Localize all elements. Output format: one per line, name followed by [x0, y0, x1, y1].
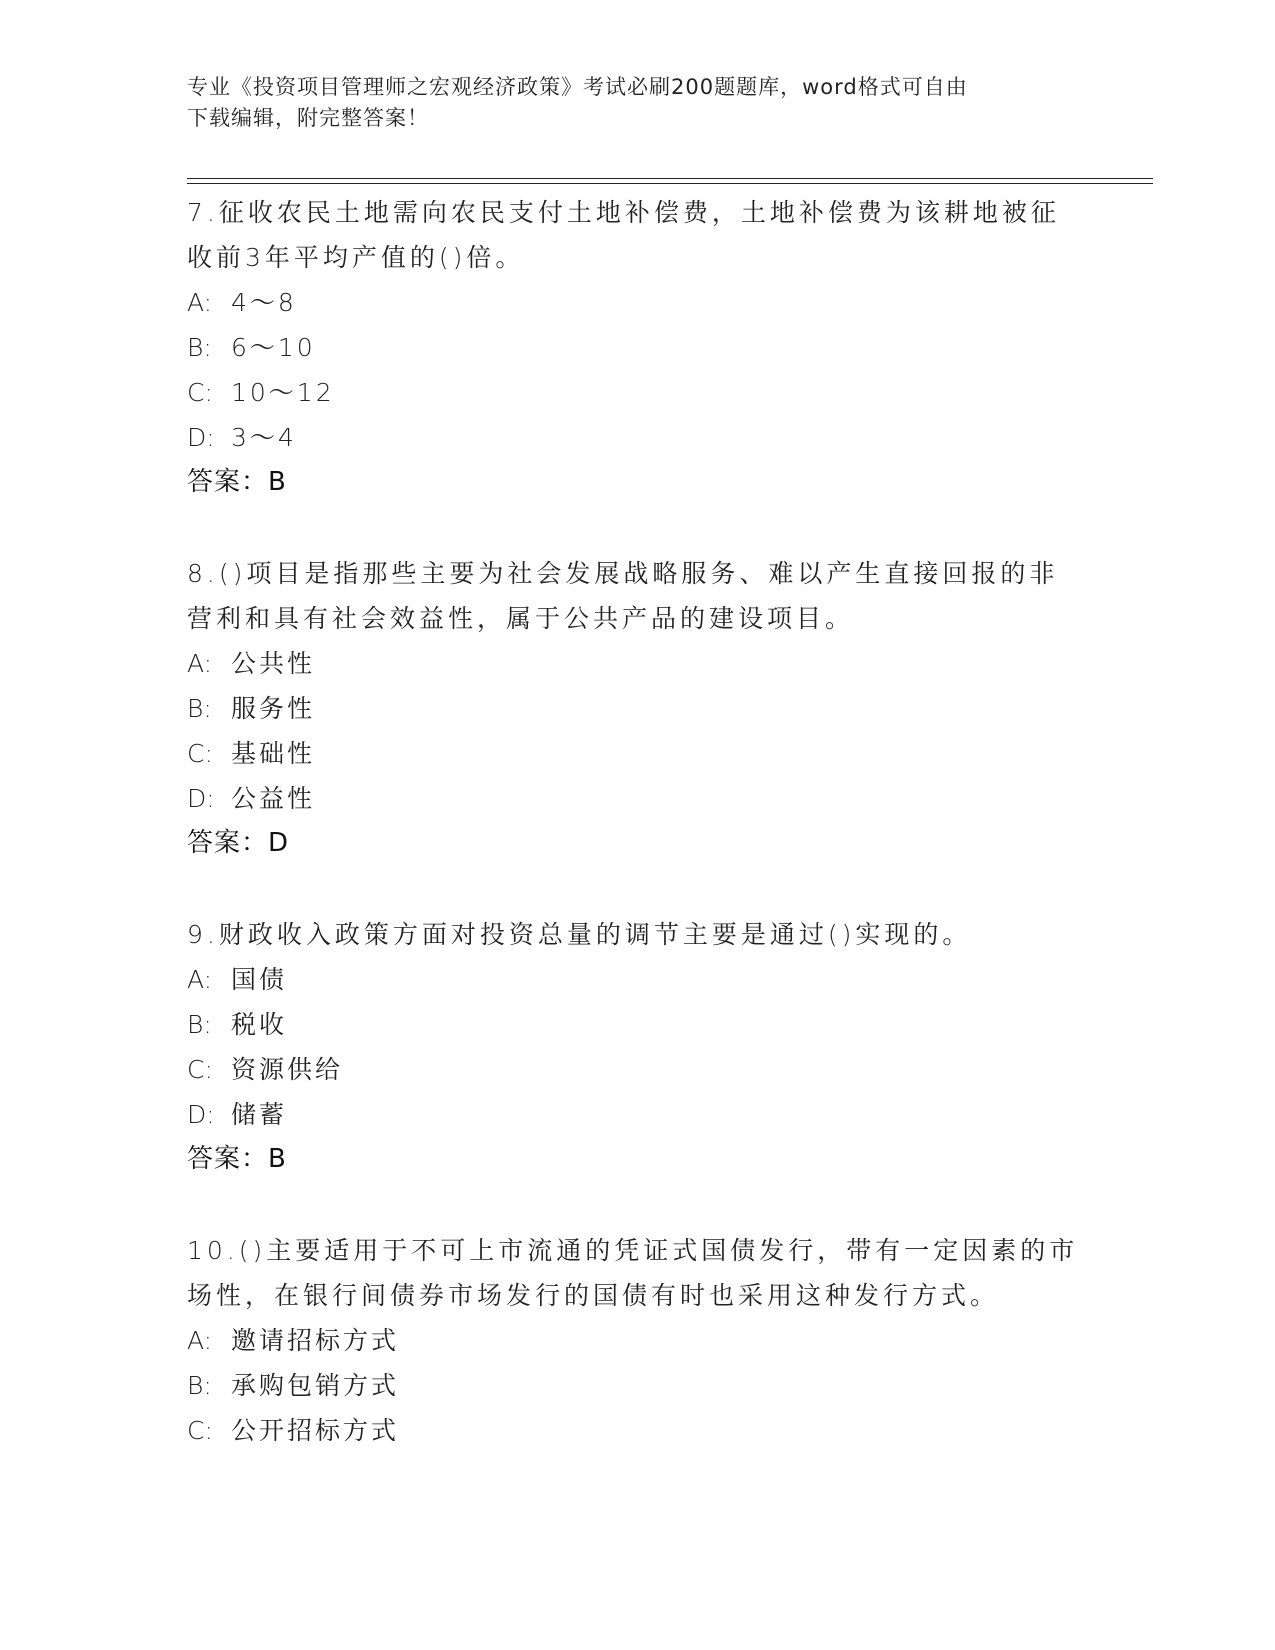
page-header — [187, 72, 1067, 134]
answer-key: 答案：B — [187, 467, 287, 497]
option-label: C: — [187, 739, 213, 768]
answer-key: 答案：B — [187, 1144, 287, 1174]
header-divider-top — [187, 178, 1153, 179]
option-label: A: — [187, 649, 213, 678]
question-stem-line: 9.财政收入政策方面对投资总量的调节主要是通过()实现的。 — [187, 920, 972, 949]
answer-option — [187, 731, 1087, 776]
option-label: B: — [187, 694, 212, 723]
answer-option — [187, 1092, 1087, 1137]
question-stem-line: 10.()主要适用于不可上市流通的凭证式国债发行，带有一定因素的市 — [187, 1236, 1079, 1265]
option-label: C: — [187, 378, 213, 407]
answer-option — [187, 1318, 1087, 1363]
header-divider-bottom — [187, 183, 1153, 184]
option-label: B: — [187, 1010, 212, 1039]
option-text: 公益性 — [231, 784, 316, 813]
answer-option — [187, 1408, 1087, 1453]
option-label: D: — [187, 784, 215, 813]
answer-option — [187, 1047, 1087, 1092]
option-text: 邀请招标方式 — [231, 1326, 400, 1355]
question-list — [187, 190, 1087, 1499]
option-label: B: — [187, 1371, 212, 1400]
answer-option — [187, 957, 1087, 1002]
option-text: 公开招标方式 — [231, 1416, 400, 1445]
question-stem-line: 收前3年平均产值的()倍。 — [187, 243, 525, 272]
option-label: C: — [187, 1416, 213, 1445]
question-block — [187, 1228, 1087, 1453]
question-stem-line: 7.征收农民土地需向农民支付土地补偿费，土地补偿费为该耕地被征 — [187, 198, 1060, 227]
option-label: A: — [187, 1326, 213, 1355]
option-label: B: — [187, 333, 212, 362]
option-text: 服务性 — [231, 694, 316, 723]
answer-option — [187, 776, 1087, 821]
answer-option — [187, 280, 1087, 325]
option-text: 6～10 — [231, 333, 316, 362]
answer-option — [187, 370, 1087, 415]
question-stem-line: 场性，在银行间债券市场发行的国债有时也采用这种发行方式。 — [187, 1281, 1000, 1310]
header-line-2: 下载编辑，附完整答案！ — [187, 106, 429, 130]
option-label: D: — [187, 1100, 215, 1129]
option-label: A: — [187, 965, 213, 994]
option-text: 基础性 — [231, 739, 316, 768]
option-text: 资源供给 — [231, 1055, 344, 1084]
option-text: 税收 — [231, 1010, 288, 1039]
option-text: 4～8 — [231, 288, 297, 317]
question-block — [187, 190, 1087, 505]
option-label: D: — [187, 423, 215, 452]
header-line-1: 专业《投资项目管理师之宏观经济政策》考试必刷200题题库，word格式可自由 — [187, 75, 968, 99]
option-text: 承购包销方式 — [231, 1371, 400, 1400]
answer-option — [187, 325, 1087, 370]
option-text: 10～12 — [231, 378, 335, 407]
option-text: 公共性 — [231, 649, 316, 678]
question-stem-line: 营利和具有社会效益性，属于公共产品的建设项目。 — [187, 604, 855, 633]
option-text: 国债 — [231, 965, 288, 994]
question-block — [187, 912, 1087, 1182]
option-text: 3～4 — [231, 423, 297, 452]
question-block — [187, 551, 1087, 866]
option-text: 储蓄 — [231, 1100, 288, 1129]
answer-option — [187, 1363, 1087, 1408]
option-label: C: — [187, 1055, 213, 1084]
answer-key: 答案：D — [187, 828, 290, 858]
answer-option — [187, 686, 1087, 731]
option-label: A: — [187, 288, 213, 317]
answer-option — [187, 1002, 1087, 1047]
answer-option — [187, 415, 1087, 460]
question-stem-line: 8.()项目是指那些主要为社会发展战略服务、难以产生直接回报的非 — [187, 559, 1059, 588]
answer-option — [187, 641, 1087, 686]
